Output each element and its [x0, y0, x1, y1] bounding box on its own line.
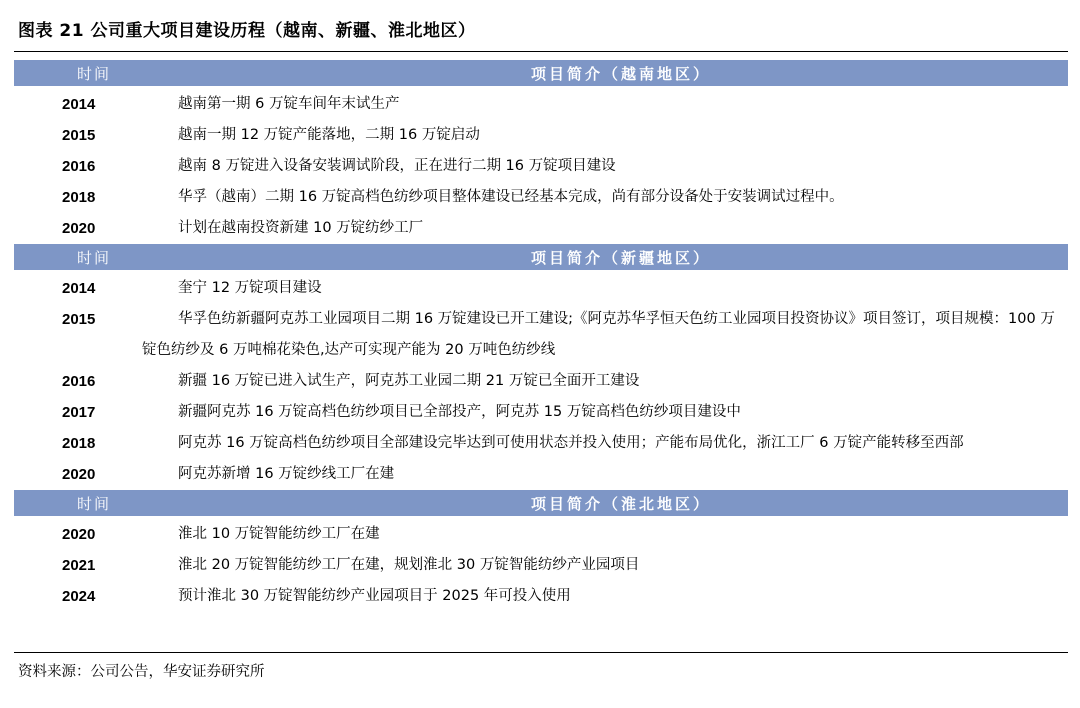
bottom-rule [14, 652, 1068, 653]
row-year: 2020 [62, 526, 96, 543]
table-row [14, 459, 1068, 490]
row-year: 2018 [62, 435, 96, 452]
row-year: 2014 [62, 96, 96, 113]
section-header-xinjiang [14, 244, 1068, 270]
table-row [14, 213, 1068, 244]
table-row [14, 120, 1068, 151]
figure-title: 图表 21 公司重大项目建设历程（越南、新疆、淮北地区） [18, 21, 476, 41]
row-desc: 淮北 20 万锭智能纺纱工厂在建，规划淮北 30 万锭智能纺纱产业园项目 [178, 557, 640, 573]
row-desc: 阿克苏 16 万锭高档色纺纱项目全部建设完毕达到可使用状态并投入使用；产能布局优化，浙江工厂 6 万锭产能转移至西部 [178, 435, 964, 451]
row-desc: 华孚（越南）二期 16 万锭高档色纺纱项目整体建设已经基本完成，尚有部分设备处于安装调试过程中。 [178, 189, 844, 205]
row-desc: 奎宁 12 万锭项目建设 [178, 280, 322, 296]
table-row [14, 581, 1068, 612]
row-year: 2014 [62, 280, 96, 297]
header-time: 时间 [76, 64, 111, 83]
row-year: 2020 [62, 220, 96, 237]
row-year: 2017 [62, 404, 96, 421]
header-intro: 项目简介（新疆地区） [530, 248, 711, 267]
row-desc: 新疆 16 万锭已进入试生产，阿克苏工业园二期 21 万锭已全面开工建设 [178, 373, 640, 389]
table-row [14, 397, 1068, 428]
row-desc: 新疆阿克苏 16 万锭高档色纺纱项目已全部投产，阿克苏 15 万锭高档色纺纱项目建设中 [178, 404, 741, 420]
table-row [14, 366, 1068, 397]
table-row [14, 182, 1068, 213]
table-row [14, 550, 1068, 581]
row-year: 2016 [62, 373, 96, 390]
row-desc: 越南第一期 6 万锭车间年末试生产 [178, 96, 400, 112]
row-year: 2015 [62, 311, 96, 328]
header-time: 时间 [76, 494, 111, 513]
row-year: 2021 [62, 557, 96, 574]
row-desc: 计划在越南投资新建 10 万锭纺纱工厂 [178, 220, 424, 236]
row-year: 2020 [62, 466, 96, 483]
top-rule [14, 51, 1068, 52]
table-row [14, 519, 1068, 550]
header-intro: 项目简介（淮北地区） [530, 494, 711, 513]
table-row [14, 151, 1068, 182]
row-year: 2016 [62, 158, 96, 175]
project-timeline-table [14, 60, 1068, 612]
row-year: 2018 [62, 189, 96, 206]
row-desc: 预计淮北 30 万锭智能纺纱产业园项目于 2025 年可投入使用 [178, 588, 571, 604]
row-desc: 越南一期 12 万锭产能落地，二期 16 万锭启动 [178, 127, 480, 143]
row-desc: 淮北 10 万锭智能纺纱工厂在建 [178, 526, 380, 542]
table-row [14, 428, 1068, 459]
table-row [14, 273, 1068, 304]
row-desc: 华孚色纺新疆阿克苏工业园项目二期 16 万锭建设已开工建设;《阿克苏华孚恒天色纺工业园项目投资协议》项目签订，项目规模：100 万锭色纺纱及 6 万吨棉花染色,达产可实现产能为 20 万吨色纺纱线 [142, 311, 1055, 358]
row-desc: 越南 8 万锭进入设备安装调试阶段，正在进行二期 16 万锭项目建设 [178, 158, 616, 174]
row-year: 2024 [62, 588, 96, 605]
table-row [14, 89, 1068, 120]
table-row [14, 304, 1068, 366]
section-header-huaibei [14, 490, 1068, 516]
source-note: 资料来源：公司公告，华安证券研究所 [18, 664, 265, 680]
row-desc: 阿克苏新增 16 万锭纱线工厂在建 [178, 466, 395, 482]
section-header-vietnam [14, 60, 1068, 86]
row-year: 2015 [62, 127, 96, 144]
header-intro: 项目简介（越南地区） [530, 64, 711, 83]
header-time: 时间 [76, 248, 111, 267]
